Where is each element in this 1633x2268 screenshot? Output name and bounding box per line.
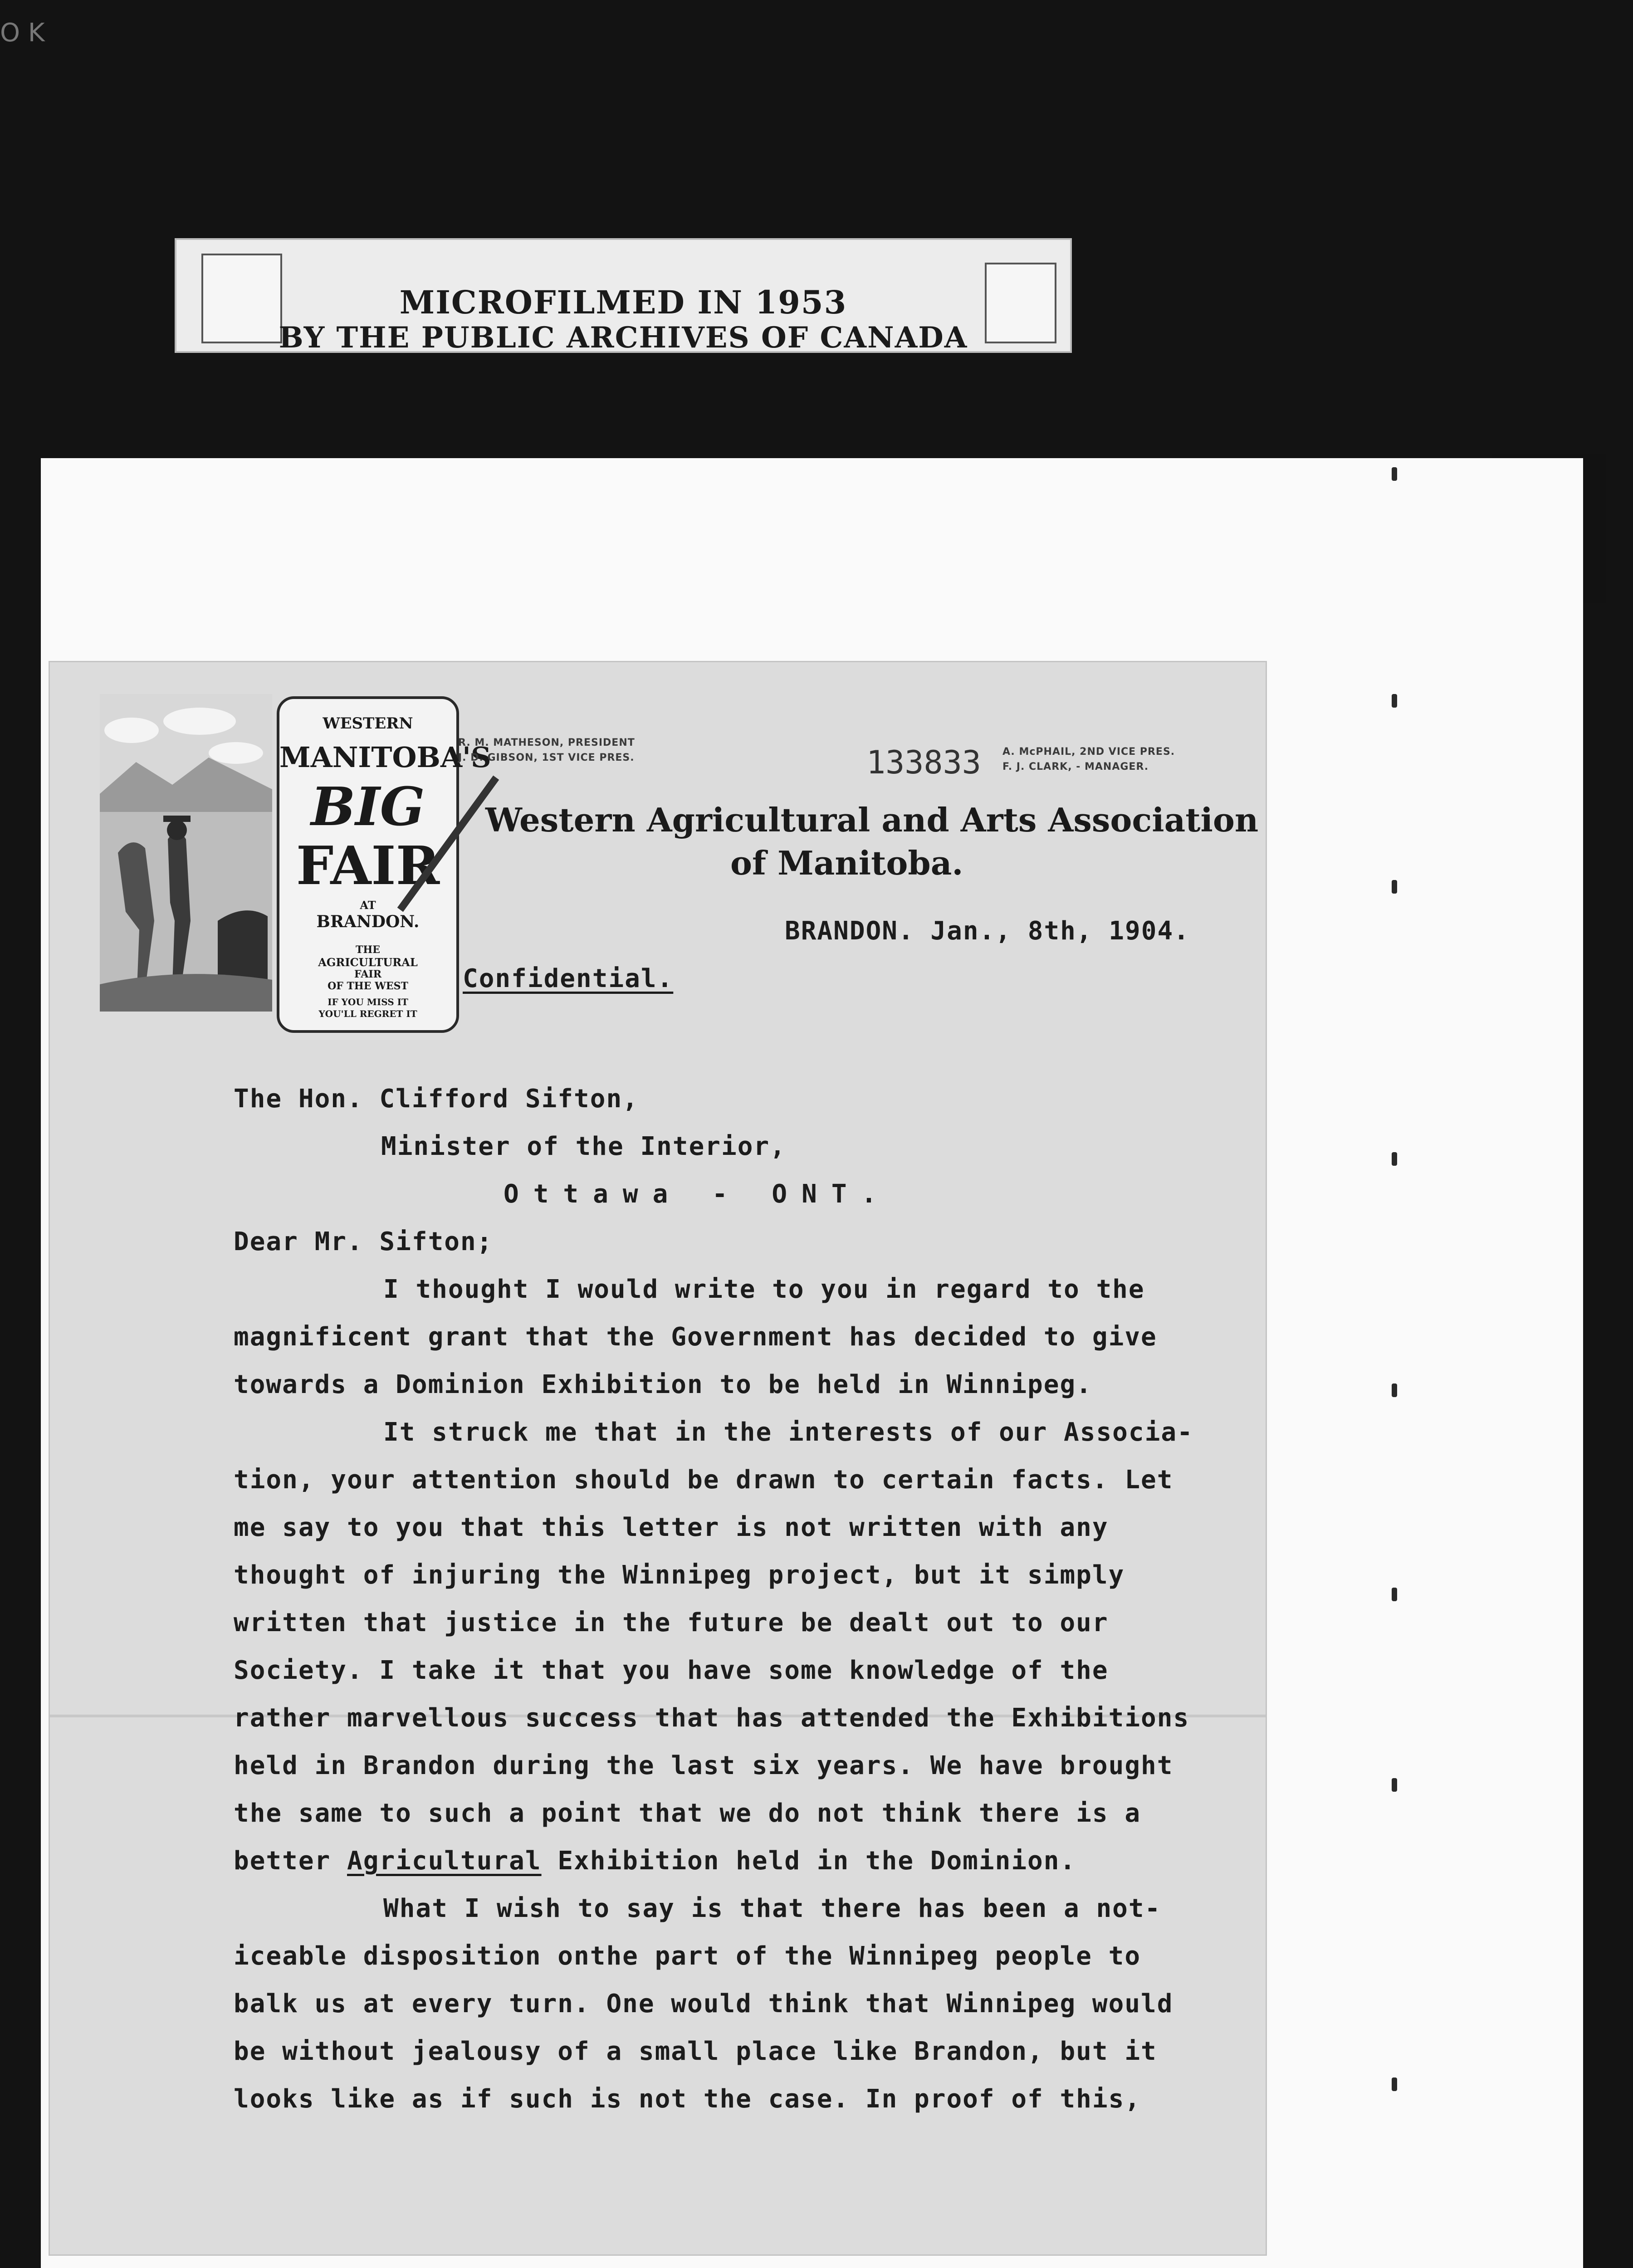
logo-tag-6: YOU'LL REGRET IT bbox=[318, 1008, 417, 1019]
logo-big: BIG bbox=[311, 776, 425, 838]
body-line bbox=[234, 1846, 1076, 1876]
binder-dot bbox=[1392, 880, 1397, 894]
logo-brandon: BRANDON. bbox=[316, 912, 420, 931]
binder-dot bbox=[1392, 1588, 1397, 1601]
body-line: tion, your attention should be drawn to certain facts. Let bbox=[234, 1465, 1173, 1495]
body-line: me say to you that this letter is not written with any bbox=[234, 1513, 1109, 1542]
org-name-line-2: of Manitoba. bbox=[730, 844, 963, 882]
place-date: BRANDON. Jan., 8th, 1904. bbox=[785, 916, 1190, 946]
logo-tag-1: THE bbox=[356, 944, 380, 956]
binder-dot bbox=[1392, 1778, 1397, 1792]
logo-at: AT bbox=[360, 899, 376, 912]
farmer-illustration bbox=[100, 694, 272, 1012]
body-line: looks like as if such is not the case. In proof of this, bbox=[234, 2084, 1141, 2114]
film-edge-marks: O K bbox=[0, 18, 45, 48]
org-name-line-1: Western Agricultural and Arts Association bbox=[485, 801, 1259, 839]
logo-fair: FAIR bbox=[296, 835, 440, 897]
body-line-start: better bbox=[234, 1846, 331, 1876]
officer-manager: F. J. CLARK, - MANAGER. bbox=[1002, 761, 1149, 772]
body-line: thought of injuring the Winnipeg project, but it simply bbox=[234, 1560, 1125, 1590]
body-line: the same to such a point that we do not think there is a bbox=[234, 1799, 1141, 1828]
body-line: written that justice in the future be dealt out to our bbox=[234, 1608, 1109, 1637]
letter-page bbox=[50, 662, 1266, 2254]
body-line: It struck me that in the interests of our Associa- bbox=[383, 1418, 1193, 1447]
reference-number: 133833 bbox=[866, 744, 981, 781]
body-line: What I wish to say is that there has been a not- bbox=[383, 1894, 1161, 1923]
binder-dot bbox=[1392, 1152, 1397, 1166]
binder-dot bbox=[1392, 467, 1397, 481]
body-line: be without jealousy of a small place like Brandon, but it bbox=[234, 2037, 1157, 2066]
binder-dot bbox=[1392, 694, 1397, 708]
logo-tag-2: AGRICULTURAL bbox=[318, 956, 418, 969]
officer-first-vice: J. D. GIBSON, 1ST VICE PRES. bbox=[458, 752, 635, 763]
logo-tag-4: OF THE WEST bbox=[328, 980, 408, 992]
salutation: Dear Mr. Sifton; bbox=[234, 1227, 493, 1256]
body-line: magnificent grant that the Government has decided to give bbox=[234, 1322, 1157, 1352]
body-line: balk us at every turn. One would think that Winnipeg would bbox=[234, 1989, 1173, 2019]
address-line-3: Ottawa - ONT. bbox=[504, 1179, 891, 1209]
officer-president: R. M. MATHESON, PRESIDENT bbox=[458, 737, 635, 748]
microfilm-banner bbox=[175, 238, 1072, 353]
address-line-2: Minister of the Interior, bbox=[381, 1132, 786, 1161]
address-line-1: The Hon. Clifford Sifton, bbox=[234, 1084, 639, 1114]
body-line-end: Exhibition held in the Dominion. bbox=[557, 1846, 1076, 1876]
body-line: rather marvellous success that has attended the Exhibitions bbox=[234, 1703, 1190, 1733]
banner-line-1: MICROFILMED IN 1953 bbox=[399, 284, 847, 321]
body-line: Society. I take it that you have some knowledge of the bbox=[234, 1656, 1109, 1685]
underlined-word: Agricultural bbox=[347, 1846, 542, 1876]
binder-dot bbox=[1392, 1383, 1397, 1397]
confidential-marking: Confidential. bbox=[463, 964, 674, 993]
binder-dot bbox=[1392, 2077, 1397, 2091]
logo-western: WESTERN bbox=[323, 714, 413, 733]
logo-tag-3: FAIR bbox=[354, 968, 381, 980]
body-line: held in Brandon during the last six years. We have brought bbox=[234, 1751, 1173, 1780]
logo-manitobas: MANITOBA'S bbox=[279, 741, 491, 774]
banner-line-2: BY THE PUBLIC ARCHIVES OF CANADA bbox=[279, 321, 968, 348]
body-line: towards a Dominion Exhibition to be held in Winnipeg. bbox=[234, 1370, 1092, 1399]
officer-second-vice: A. McPHAIL, 2ND VICE PRES. bbox=[1002, 746, 1175, 758]
body-line: iceable disposition onthe part of the Winnipeg people to bbox=[234, 1941, 1141, 1971]
body-line: I thought I would write to you in regard to the bbox=[383, 1275, 1145, 1304]
logo-tag-5: IF YOU MISS IT bbox=[328, 997, 408, 1007]
